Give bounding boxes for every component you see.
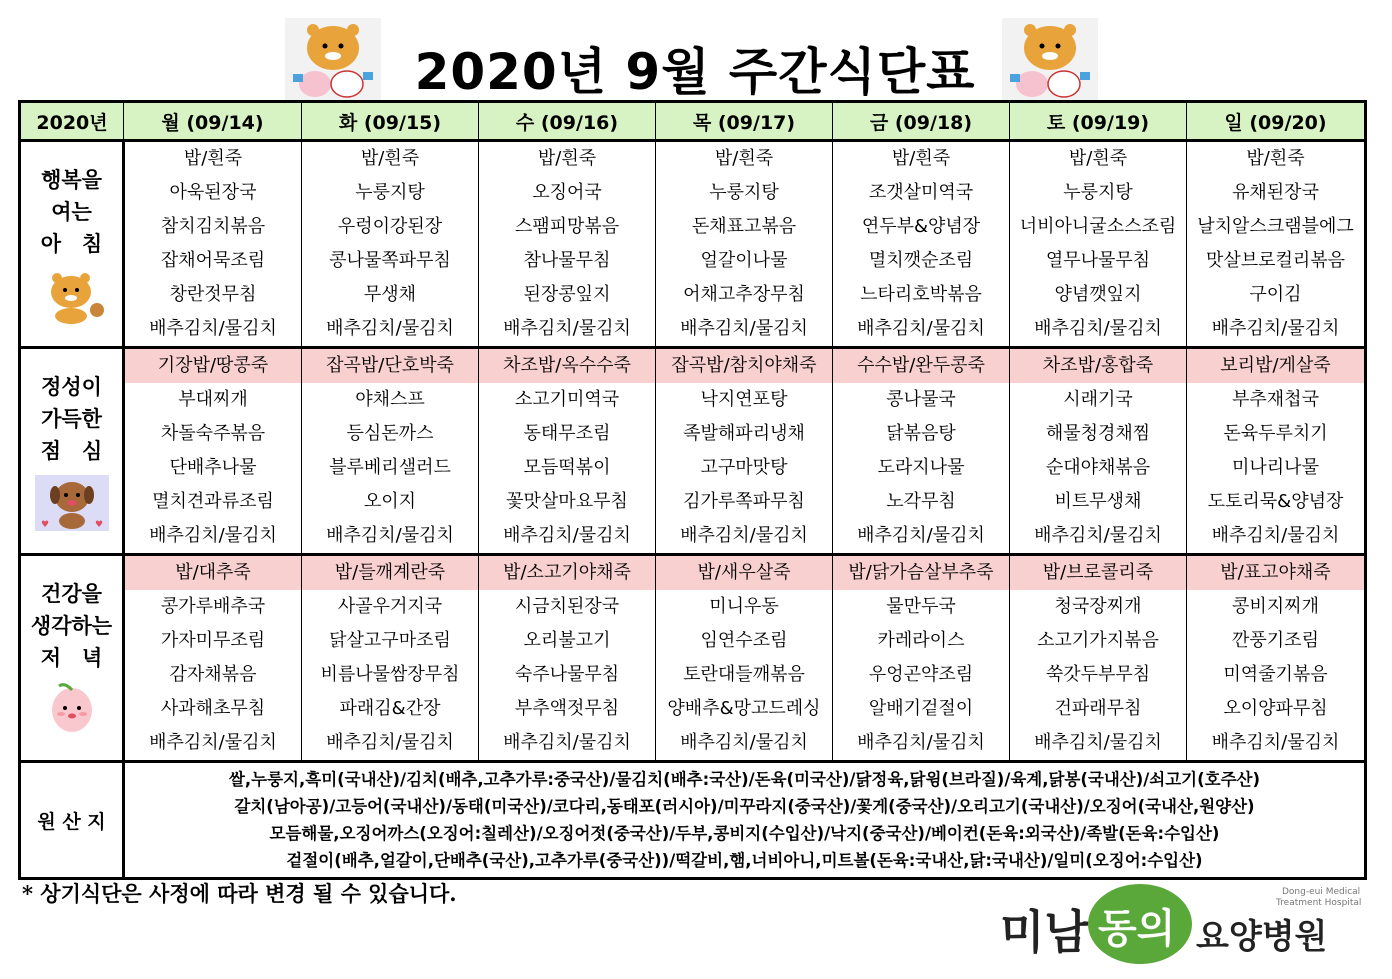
menu-item: 조갯살미역국	[868, 182, 974, 203]
menu-item: 밥/새우살죽	[656, 556, 832, 590]
day-menu-cell	[833, 141, 1010, 348]
menu-item: 돈채표고볶음	[691, 216, 797, 237]
logo-subtitle: Dong-eui Medical	[1282, 887, 1361, 897]
menu-item: 잡채어묵조림	[160, 250, 266, 271]
menu-item: 콩나물쪽파무침	[329, 250, 451, 271]
day-menu-cell	[302, 555, 479, 762]
menu-item: 배추김치/물김치	[503, 732, 631, 753]
menu-item: 밥/들깨계란죽	[302, 556, 478, 590]
day-menu-cell	[1010, 141, 1187, 348]
menu-item: 알배기겉절이	[868, 698, 974, 719]
menu-item: 밥/표고야채죽	[1187, 556, 1364, 590]
day-header: 목 (09/17)	[656, 102, 833, 141]
menu-item: 배추김치/물김치	[680, 525, 808, 546]
menu-item: 닭살고구마조림	[329, 630, 451, 651]
menu-item: 누룽지탕	[1063, 182, 1133, 203]
menu-item: 느타리호박볶음	[860, 284, 982, 305]
menu-item: 창란젓무침	[169, 284, 257, 305]
menu-item: 배추김치/물김치	[1034, 732, 1162, 753]
menu-item: 유채된장국	[1232, 182, 1319, 203]
origin-row	[20, 762, 1366, 879]
title-row	[0, 14, 1392, 104]
meal-row	[20, 348, 1366, 555]
menu-item: 참치김치볶음	[160, 216, 266, 237]
menu-item: 미역줄기볶음	[1223, 664, 1328, 685]
day-menu-cell	[1010, 348, 1187, 555]
page-title: 2020년 9월 주간식단표	[414, 43, 976, 101]
menu-item: 미니우동	[709, 596, 779, 617]
menu-item: 배추김치/물김치	[326, 318, 454, 339]
day-menu-cell	[1187, 555, 1366, 762]
menu-item: 밥/흰죽	[891, 148, 951, 169]
menu-item: 누룽지탕	[355, 182, 425, 203]
menu-item: 소고기미역국	[514, 389, 620, 410]
menu-item: 배추김치/물김치	[503, 525, 631, 546]
menu-item: 배추김치/물김치	[1211, 732, 1340, 753]
menu-item: 차조밥/홍합죽	[1010, 349, 1186, 383]
menu-item: 순대야채볶음	[1045, 457, 1151, 478]
menu-item: 참나물무침	[523, 250, 611, 271]
origin-line: 갈치(남아공)/고등어(국내산)/동태(미국산)/코다리,동태포(러시아)/미꾸라지(중국산)/꽃게(중국산)/오리고기(국내산)/오징어(국내산,원양산)	[234, 797, 1255, 816]
footnote: * 상기식단은 사정에 따라 변경 될 수 있습니다.	[22, 881, 457, 906]
day-menu-cell	[124, 348, 302, 555]
menu-item: 시금치된장국	[514, 596, 620, 617]
menu-item: 물만두국	[886, 596, 956, 617]
day-menu-cell	[656, 555, 833, 762]
menu-item: 배추김치/물김치	[1211, 318, 1340, 339]
origin-text	[124, 762, 1366, 879]
meal-label-line: 가득한	[41, 407, 102, 431]
meal-label-line: 생각하는	[30, 614, 113, 638]
menu-item: 열무나물무침	[1045, 250, 1151, 271]
menu-item: 배추김치/물김치	[857, 318, 985, 339]
menu-item: 어채고추장무침	[683, 284, 805, 305]
meal-label-line: 저 녁	[40, 646, 103, 670]
menu-item: 감자채볶음	[169, 664, 257, 685]
origin-line: 모듬해물,오징어까스(오징어:칠레산)/오징어젓(중국산)/두부,콩비지(수입산)/낙지(중국산)/베이컨(돈육:외국산)/족발(돈육:수입산)	[269, 824, 1220, 843]
meal-label-line: 여는	[51, 200, 92, 224]
menu-item: 날치알스크램블에그	[1197, 216, 1354, 237]
day-menu-cell	[124, 141, 302, 348]
menu-item: 구이김	[1249, 284, 1302, 305]
menu-item: 배추김치/물김치	[680, 318, 808, 339]
menu-item: 배추김치/물김치	[326, 525, 454, 546]
day-menu-cell	[656, 141, 833, 348]
menu-item: 보리밥/게살죽	[1187, 349, 1364, 383]
meal-label-line: 정성이	[41, 375, 102, 399]
menu-item: 배추김치/물김치	[857, 732, 985, 753]
meal-label-line: 행복을	[41, 168, 102, 192]
day-menu-cell	[479, 141, 656, 348]
menu-item: 오이지	[363, 491, 417, 512]
menu-item: 콩나물국	[886, 389, 956, 410]
menu-item: 토란대들깨볶음	[683, 664, 805, 685]
menu-item: 무생채	[363, 284, 417, 305]
menu-item: 돈육두루치기	[1223, 423, 1328, 444]
menu-item: 배추김치/물김치	[857, 525, 985, 546]
menu-item: 고구마맛탕	[700, 457, 788, 478]
menu-item: 배추김치/물김치	[149, 318, 277, 339]
menu-item: 스팸피망볶음	[514, 216, 620, 237]
day-menu-cell	[124, 555, 302, 762]
menu-item: 밥/흰죽	[1246, 148, 1305, 169]
menu-item: 사골우거지국	[337, 596, 443, 617]
day-menu-cell	[1187, 348, 1366, 555]
day-header: 일 (09/20)	[1187, 102, 1366, 141]
menu-item: 밥/흰죽	[1068, 148, 1128, 169]
logo-subtitle: Treatment Hospital	[1276, 898, 1362, 908]
meal-label	[20, 555, 124, 762]
menu-item: 배추김치/물김치	[1211, 525, 1340, 546]
origin-label: 원 산 지	[20, 762, 124, 879]
menu-item: 모듬떡볶이	[523, 457, 611, 478]
menu-item: 얼갈이나물	[700, 250, 788, 271]
menu-item: 닭볶음탕	[886, 423, 956, 444]
menu-item: 우엉곤약조림	[868, 664, 974, 685]
origin-line: 쌀,누룽지,흑미(국내산)/김치(배추,고추가루:중국산)/물김치(배추:국산)/돈육(미국산)/닭정육,닭윙(브라질)/육계,닭봉(국내산)/쇠고기(호주산)	[228, 770, 1261, 789]
menu-item: 도라지나물	[877, 457, 965, 478]
menu-item: 맛살브로컬리볶음	[1205, 250, 1346, 271]
hospital-logo	[1000, 872, 1370, 972]
menu-item: 청국장찌개	[1054, 596, 1142, 617]
menu-item: 오리불고기	[523, 630, 611, 651]
menu-item: 밥/브로콜리죽	[1010, 556, 1186, 590]
day-menu-cell	[302, 141, 479, 348]
day-menu-cell	[479, 555, 656, 762]
menu-item: 잡곡밥/참치야채죽	[656, 349, 832, 383]
meal-row	[20, 141, 1366, 348]
menu-item: 도토리묵&양념장	[1207, 491, 1344, 512]
day-menu-cell	[479, 348, 656, 555]
day-menu-cell	[302, 348, 479, 555]
year-header: 2020년	[20, 102, 124, 141]
peach-mascot-icon	[35, 682, 109, 738]
logo-text-left: 미남	[1000, 905, 1089, 959]
menu-item: 차돌숙주볶음	[160, 423, 266, 444]
menu-item: 멸치깻순조림	[868, 250, 974, 271]
menu-item: 밥/닭가슴살부추죽	[833, 556, 1009, 590]
day-header: 수 (09/16)	[479, 102, 656, 141]
menu-item: 부추재첩국	[1232, 389, 1319, 410]
menu-item: 동태무조림	[523, 423, 611, 444]
menu-item: 잡곡밥/단호박죽	[302, 349, 478, 383]
menu-item: 기장밥/땅콩죽	[125, 349, 301, 383]
menu-item: 오이양파무침	[1223, 698, 1328, 719]
menu-table	[18, 100, 1367, 880]
menu-item: 낙지연포탕	[700, 389, 788, 410]
day-header: 토 (09/19)	[1010, 102, 1187, 141]
menu-item: 야채스프	[355, 389, 425, 410]
menu-item: 노각무침	[886, 491, 956, 512]
menu-item: 양배추&망고드레싱	[667, 698, 821, 719]
menu-item: 파래김&간장	[339, 698, 441, 719]
menu-item: 콩비지찌개	[1232, 596, 1319, 617]
menu-item: 숙주나물무침	[514, 664, 620, 685]
menu-item: 연두부&양념장	[861, 216, 981, 237]
menu-item: 사과해초무침	[160, 698, 266, 719]
menu-item: 등심돈까스	[346, 423, 434, 444]
menu-item: 밥/흰죽	[714, 148, 774, 169]
day-menu-cell	[1010, 555, 1187, 762]
menu-item: 건파래무침	[1054, 698, 1142, 719]
menu-item: 배추김치/물김치	[503, 318, 631, 339]
menu-item: 밥/대추죽	[125, 556, 301, 590]
menu-item: 소고기가지볶음	[1037, 630, 1159, 651]
menu-item: 배추김치/물김치	[149, 525, 277, 546]
menu-item: 밥/흰죽	[183, 148, 243, 169]
menu-item: 단배추나물	[169, 457, 257, 478]
menu-item: 수수밥/완두콩죽	[833, 349, 1009, 383]
menu-item: 배추김치/물김치	[149, 732, 277, 753]
menu-item: 콩가루배추국	[160, 596, 266, 617]
svg-text:♥: ♥	[94, 520, 103, 530]
menu-item: 깐풍기조림	[1232, 630, 1319, 651]
menu-item: 배추김치/물김치	[1034, 318, 1162, 339]
menu-item: 오징어국	[532, 182, 602, 203]
meal-label	[20, 348, 124, 555]
menu-item: 너비아니굴소스조림	[1019, 216, 1177, 237]
menu-item: 족발해파리냉채	[683, 423, 805, 444]
lion-mascot-icon	[285, 18, 381, 102]
menu-item: 카레라이스	[877, 630, 965, 651]
menu-item: 밥/흰죽	[360, 148, 420, 169]
logo-text-mid: 동의	[1098, 906, 1176, 952]
menu-item: 배추김치/물김치	[1034, 525, 1162, 546]
meal-label-line: 아 침	[40, 232, 103, 256]
menu-item: 시래기국	[1063, 389, 1133, 410]
menu-item: 비트무생채	[1054, 491, 1142, 512]
menu-item: 양념깻잎지	[1054, 284, 1142, 305]
menu-item: 비름나물쌈장무침	[320, 664, 460, 685]
menu-item: 배추김치/물김치	[326, 732, 454, 753]
day-menu-cell	[1187, 141, 1366, 348]
menu-item: 차조밥/옥수수죽	[479, 349, 655, 383]
menu-item: 임연수조림	[700, 630, 788, 651]
menu-item: 아욱된장국	[169, 182, 257, 203]
menu-item: 배추김치/물김치	[680, 732, 808, 753]
dog-mascot-icon	[35, 475, 109, 531]
svg-text:♥: ♥	[40, 520, 49, 530]
meal-label-line: 건강을	[41, 582, 102, 606]
day-header: 화 (09/15)	[302, 102, 479, 141]
origin-line: 겉절이(배추,얼갈이,단배추(국산),고추가루(중국산))/떡갈비,햄,너비아니,미트볼(돈육:국내산,닭:국내산)/일미(오징어:수입산)	[286, 851, 1203, 870]
day-menu-cell	[656, 348, 833, 555]
menu-item: 미나리나물	[1232, 457, 1319, 478]
menu-item: 된장콩잎지	[523, 284, 611, 305]
lion-mascot-icon	[35, 268, 109, 324]
day-header: 월 (09/14)	[124, 102, 302, 141]
header-row	[20, 102, 1366, 141]
meal-label-line: 점 심	[40, 439, 103, 463]
meal-row	[20, 555, 1366, 762]
menu-item: 밥/소고기야채죽	[479, 556, 655, 590]
menu-item: 우렁이강된장	[337, 216, 443, 237]
menu-item: 부대찌개	[178, 389, 248, 410]
day-menu-cell	[833, 555, 1010, 762]
lion-mascot-icon	[1002, 18, 1098, 102]
day-menu-cell	[833, 348, 1010, 555]
menu-item: 꽃맛살마요무침	[506, 491, 628, 512]
menu-item: 부추액젓무침	[514, 698, 620, 719]
day-header: 금 (09/18)	[833, 102, 1010, 141]
menu-item: 멸치견과류조림	[152, 491, 274, 512]
logo-text-right: 요양병원	[1196, 917, 1328, 957]
menu-item: 블루베리샐러드	[329, 457, 451, 478]
menu-item: 누룽지탕	[709, 182, 779, 203]
meal-label	[20, 141, 124, 348]
menu-item: 밥/흰죽	[537, 148, 597, 169]
menu-item: 쑥갓두부무침	[1045, 664, 1151, 685]
menu-item: 가자미무조림	[160, 630, 266, 651]
menu-item: 김가루쪽파무침	[683, 491, 805, 512]
menu-item: 해물청경채찜	[1045, 423, 1151, 444]
